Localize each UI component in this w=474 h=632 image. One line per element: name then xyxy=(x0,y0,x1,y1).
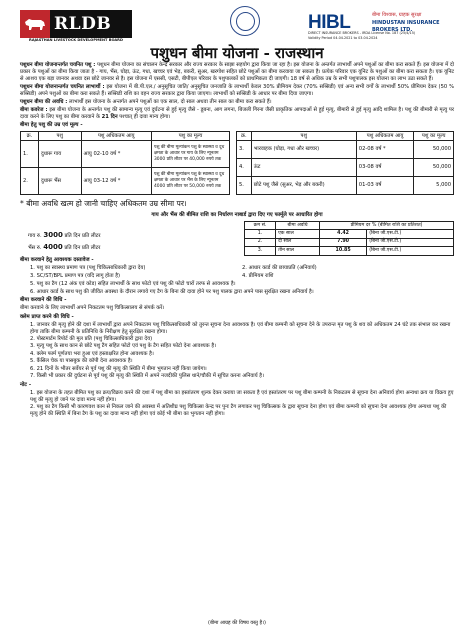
table-header: प्रीमियम दर % (बीमित राशि का प्रतिशत) xyxy=(319,222,453,230)
intro-text: पशुधन बीमा योजना का संचालन केन्द्र सरकार और राज्य सरकार के साझा सहयोग द्वारा किया जा रहा है। इस योजना के अन्तर्गत लाभार्थी अपने पशुओं का बीमा करा सकते हैं। इस योजना में दो प्रकार के पशुओं का बीमा किया जाता है - गाय, भैंस, घोड़ा, ऊंट, गधा, खच्चर एवं भेड़, बकरी, सुअर, खरगोश सहित छोटे पशुओं का बीमा करवाया जा सकता है। प्रत्येक परिवार एक यूनिट के पशुओं का बीमा करा सकता है। एक यूनिट से आशय एक बड़ा जानवर अथवा दस छोटे जानवर से है। इस योजना में एससी, एसटी, बीपीएल परिवार के पशुपालकों को प्राथमिकता दी जाएगी। 18 वर्ष से अधिक उम्र के सभी पशुपालक इस योजना का लाभ उठा सकते हैं। xyxy=(20,62,454,82)
hibl-validity: Validity Period 04.04.2021 to 03.04.2024 xyxy=(308,36,378,40)
premium-note: (बिना जी.एस.टी.) xyxy=(367,230,454,238)
list-item: 7. किसी भी प्रकार की दुर्घटना से पूर्व पशु की मृत्यु की स्थिति में अपने नजदीकी पुलिस थाने/चौकी में सूचित करना अनिवार्य है। xyxy=(30,373,265,380)
row-number: 1. xyxy=(245,230,276,238)
procedure-text: बीमा करवाने के लिए लाभार्थी अपने निकटतम पशु चिकित्सालय से संपर्क करें। xyxy=(20,305,165,312)
table-row xyxy=(245,230,454,238)
header xyxy=(20,4,454,62)
animal-name: दुधारू भैंस xyxy=(38,168,81,195)
premium-note: (बिना जी.एस.टी.) xyxy=(367,247,454,255)
hibl-logo-text: HIBL xyxy=(308,12,351,33)
table-row xyxy=(237,141,454,159)
beneficiary-text: इस योजना में बी.पी.एल./ अनुसूचित जाति/ अनुसूचित जनजाति के लाभार्थी केवल 30% प्रीमियम देकर (70% सब्सिडी) एवं अन्य सभी वर्गों के लाभार्थी 50% प्रीमियम देकर (50 % सब्सिडी) अपने पशुओं का बीमा करा सकते हैं। सब्सिडी राशि का वहन राज्य सरकार द्वारा किया जाएगा। लाभार्थी को सब्सिडी के आधार पर बीमा दिया जाएगा। xyxy=(20,83,455,97)
rldb-logo-text: RLDB xyxy=(54,13,112,34)
hibl-logo xyxy=(308,10,454,42)
cover-lead: बीमा कवरेज : xyxy=(20,107,48,114)
footer-note: (बीमा आग्रह की विषय वस्तु है।) xyxy=(208,620,266,626)
animal-age: 01-03 वर्ष xyxy=(356,177,414,195)
premium-section xyxy=(20,221,454,255)
row-number: 1. xyxy=(21,141,39,168)
table-header-row xyxy=(245,222,454,230)
page-title: पशुधन बीमा योजना - राजस्थान xyxy=(150,44,324,62)
premium-period: दो साल xyxy=(276,238,320,246)
cow-icon xyxy=(20,10,50,38)
animal-table-large xyxy=(20,131,230,195)
intro-paragraph xyxy=(20,62,454,83)
animal-value: पशु की बीमा मूल्यांकन पशु के स्वास्थ्य व दूध क्षमता के आधार पर गाय के लिए न्यूनतम 3000 प्रति लीटर पर 40,000 रुपये तक xyxy=(152,141,230,168)
list-item: 2. पोस्टमार्टम रिपोर्ट की मूल प्रति (पशु चिकित्साधिकारी द्वारा देय) xyxy=(30,335,153,342)
table-header: क्र. xyxy=(237,132,252,141)
list-item: 3. मृत्यु पशु के साथ कान से छोटे पशु टैग सहित फोटो एवं पशु के टैग सहित फोटो देना आवश्यक है। xyxy=(30,343,217,350)
rldb-logo xyxy=(20,10,132,38)
documents-row xyxy=(30,265,454,272)
notes-heading: नोट - xyxy=(20,381,32,388)
table-header-row xyxy=(21,132,230,141)
formula-value: 3000 xyxy=(43,231,63,240)
table-header: पशु xyxy=(38,132,81,141)
cover-paragraph xyxy=(20,107,454,121)
row-number: 3. xyxy=(245,247,276,255)
beneficiary-lead: पशुधन बीमा योजनान्तर्गत चयनित लाभार्थी : xyxy=(20,83,105,90)
procedure-heading: बीमा करवाने की विधि - xyxy=(20,297,67,304)
rates-heading: बीमा हेतु पशु की उम्र एवं मूल्य - xyxy=(20,122,83,129)
list-item: 5. कैंसिल चेक या पासबुक की कॉपी देना आवश्यक है। xyxy=(30,358,133,365)
animal-name: ऊंट xyxy=(251,159,356,177)
cover-text: इस बीमा योजना के अन्तर्गत पशु की सामान्य मृत्यु एवं दुर्घटना से हुई मृत्यु जैसे - डूबना, आग लगना, बिजली गिरना जैसी प्राकृतिक आपदाओं से हुई मृत्यु, बीमारी से हुई मृत्यु आदि शामिल है। पशु की बीमारी से मृत्यु पर दावा करने के लिए पशु का बीमा करवाने के xyxy=(20,107,454,120)
table-header: पशु xyxy=(251,132,356,141)
animal-value: 50,000 xyxy=(414,159,454,177)
list-item: 4. क्लेम फार्म पूर्णतया भरा हुआ एवं हस्ताक्षरित होना आवश्यक है। xyxy=(30,350,154,357)
table-header: क्र. xyxy=(21,132,39,141)
table-header: पशु का मूल्य xyxy=(152,132,230,141)
formula-unit: प्रति दिन प्रति लीटर xyxy=(64,245,101,252)
list-item: 1. इस योजना के तहत बीमित पशु का क्रय/विक्रय करने की दशा में पशु बीमा का हस्तांतरण शुल्क देकर कराया जा सकता है एवं हस्तांतरण पर पशु बीमा कम्पनी के निकटतम से सूचना देना अनिवार्य होगा अन्यथा क्रय या विक्रय हुए पशु की मृत्यु हो जाने पर दावा मान्य नहीं होगा। xyxy=(30,389,454,403)
list-item: 6. 21 दिनों के भीतर सर्वेयर से पूर्व पशु की मृत्यु की स्थिति में बीमा भुगतान नहीं किया जायेगा। xyxy=(30,365,207,372)
animal-age: 03-08 वर्ष xyxy=(356,159,414,177)
cover-days: 21 दिन xyxy=(101,113,118,120)
row-number: 2. xyxy=(245,238,276,246)
list-item: 5. पशु का टैग (12 अंक एवं कोड) सहित लाभार्थी के साथ फोटो एवं पशु की फोटो चारों तरफ से आवश्यक है। xyxy=(30,281,236,288)
list-item: 3. SC/ST/BPL प्रमाण पत्र (यदि लागू होता है) xyxy=(30,273,120,280)
row-number: 5. xyxy=(237,177,252,195)
formula-label: गाय रु. xyxy=(28,233,42,240)
formula-block xyxy=(20,221,210,255)
row-number: 4. xyxy=(237,159,252,177)
animal-name: दुधारू गाय xyxy=(38,141,81,168)
hibl-slogan: बीमा विश्वास, ग्राहक सुरक्षा xyxy=(372,12,422,18)
table-row xyxy=(21,168,230,195)
premium-period: एक साल xyxy=(276,230,320,238)
premium-rate: 10.85 xyxy=(319,247,366,255)
animal-value: 50,000 xyxy=(414,141,454,159)
formula-buffalo xyxy=(28,243,210,252)
table-header: बीमा अवधि xyxy=(276,222,320,230)
period-text: लाभार्थी इस योजना के अन्तर्गत अपने पशुओं का एक साल, दो साल अथवा तीन साल का बीमा करा सकते हैं। xyxy=(68,98,272,105)
age-limit-note: * बीमा अवधि खत्म हो जानी चाहिए अधिकतम उम्र सीमा पर। xyxy=(20,199,187,209)
animal-name: भारवाहक (घोड़ा, गधा और खच्चर) xyxy=(251,141,356,159)
table-row xyxy=(245,247,454,255)
formula-cow xyxy=(28,231,210,240)
premium-period: तीन साल xyxy=(276,247,320,255)
claim-heading: क्लेम प्राप्त करने की विधि - xyxy=(20,313,74,320)
animal-value: 5,000 xyxy=(414,177,454,195)
formula-heading: गाय और भैंस की बीमित राशि का निर्धारण नाबार्ड द्वारा दिए गए फार्मूले पर आधारित होगा xyxy=(151,212,323,219)
animal-table-other xyxy=(236,131,454,195)
table-row xyxy=(21,141,230,168)
table-header: पशु अधिकतम आयु xyxy=(356,132,414,141)
premium-rate: 7.90 xyxy=(319,238,366,246)
table-header-row xyxy=(237,132,454,141)
list-item: 1. जानवर की मृत्यु होने की दशा में लाभार्थी द्वारा अपने निकटतम पशु चिकित्साधिकारी को तुरन्त सूचना देना आवश्यक है। एवं बीमा कम्पनी को सूचना देने के उपरान्त मृत पशु के शव को अधिकतम 24 घंटे तक संभाल कर रखना होगा ताकि बीमा कम्पनी के प्रतिनिधि के निरीक्षण हेतु सुरक्षित रखना होगा। xyxy=(30,321,451,335)
list-item: 2. पशु का टैग किसी भी कारणवश कान से निकल जाने की अवस्था में अतिशीघ्र पशु चिकित्सा केन्द्र पर पुनः टैग लगाकर पशु चिकित्सक के द्वारा सूचना देना होगा एवं बीमा कम्पनी को सूचना देना आवश्यक होगा अन्यथा पशु की मृत्यु होने की स्थिति में बिना टैग के पशु का दावा मान्य नहीं होगा एवं कोई भी बीमा का भुगतान नहीं होगा। xyxy=(30,404,447,417)
list-item: 4. प्रीमियम राशि xyxy=(242,273,274,280)
animal-age: आयु 02-10 वर्ष * xyxy=(81,141,152,168)
beneficiary-paragraph xyxy=(20,84,454,98)
period-paragraph xyxy=(20,99,454,106)
animal-age: आयु 03-12 वर्ष * xyxy=(81,168,152,195)
list-item: 1. पशु का स्वास्थ्य प्रमाण पत्र (पशु चिकित्साधिकारी द्वारा देय) xyxy=(30,265,146,272)
hibl-license: DIRECT INSURANCE BROKERS - IRDA License No. 187 (25/4/15) xyxy=(308,31,416,35)
formula-label: भैंस रु. xyxy=(28,245,42,252)
list-item: 2. आधार कार्ड की छायाप्रति (अनिवार्य) xyxy=(242,265,317,272)
row-number: 3. xyxy=(237,141,252,159)
table-header: क्रम सं. xyxy=(245,222,276,230)
row-number: 2. xyxy=(21,168,39,195)
hibl-company-name: HINDUSTAN INSURANCE BROKERS LTD. xyxy=(372,20,440,33)
animal-tables xyxy=(20,131,454,195)
list-item: 6. आधार कार्ड के साथ पशु की जीवित अवस्था के दौरान लगाये गए टैग के बिना की दावा होने पर पशु पालक द्वारा अपने पास सुरक्षित रखना अनिवार्य है। xyxy=(30,288,314,295)
documents-heading: बीमा करवाने हेतु आवश्यक दस्तावेज - xyxy=(20,257,94,264)
table-header: पशु अधिकतम आयु xyxy=(81,132,152,141)
cover-text-end: पश्चात् ही दावा मान्य होगा। xyxy=(119,113,171,120)
formula-value: 4000 xyxy=(43,243,63,252)
premium-rate-table xyxy=(244,221,454,255)
premium-rate: 4.42 xyxy=(319,230,366,238)
animal-age: 02-08 वर्ष * xyxy=(356,141,414,159)
period-lead: पशुधन बीमा की अवधि : xyxy=(20,98,68,105)
state-emblem-icon xyxy=(230,6,260,36)
premium-note: (बिना जी.एस.टी.) xyxy=(367,238,454,246)
documents-row xyxy=(30,273,454,280)
intro-lead: पशुधन बीमा योजनान्तर्गत चयनित पशु : xyxy=(20,62,96,68)
table-row xyxy=(237,159,454,177)
animal-value: पशु की बीमा मूल्यांकन पशु के स्वास्थ्य व दूध क्षमता के आधार पर भैंस के लिए न्यूनतम 4000 प्रति लीटर पर 50,000 रुपये तक xyxy=(152,168,230,195)
table-header: पशु का मूल्य xyxy=(414,132,454,141)
table-row xyxy=(237,177,454,195)
notes-list xyxy=(20,390,454,418)
table-row xyxy=(245,238,454,246)
rldb-subtitle: RAJASTHAN LIVESTOCK DEVELOPMENT BOARD xyxy=(29,38,123,42)
formula-unit: प्रति दिन प्रति लीटर xyxy=(64,233,101,240)
documents-list xyxy=(20,265,454,295)
claim-list xyxy=(20,322,454,380)
animal-name: छोटे पशु जैसे (सुअर, भेड़ और बकरी) xyxy=(251,177,356,195)
